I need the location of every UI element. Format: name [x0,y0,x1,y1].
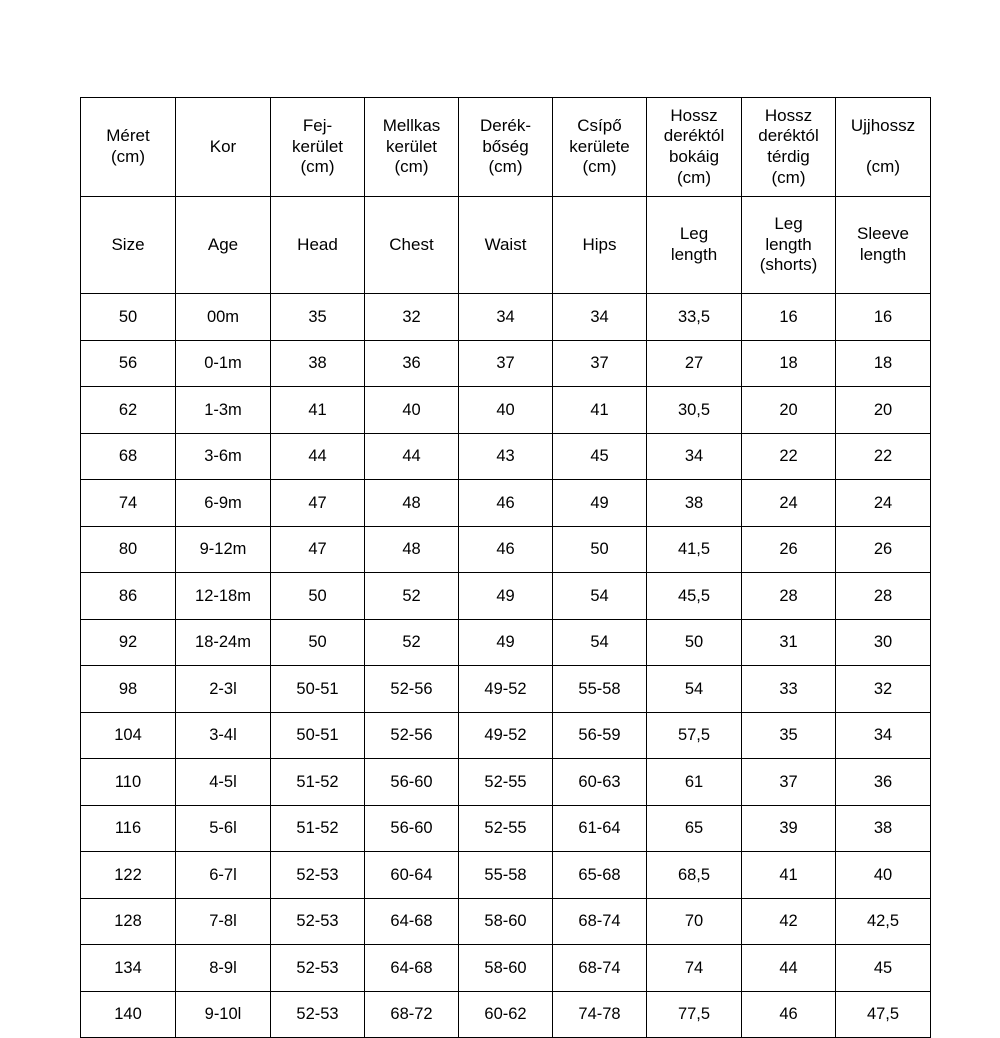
cell: 40 [365,387,459,434]
cell: 16 [742,294,836,341]
cell: 30 [836,619,931,666]
cell: 77,5 [647,991,742,1038]
column-header-en-0: Size [81,197,176,294]
cell: 74-78 [553,991,647,1038]
column-header-en-7: Leg length (shorts) [742,197,836,294]
cell: 49 [553,480,647,527]
cell: 56-60 [365,759,459,806]
cell-size: 50 [81,294,176,341]
cell-size: 92 [81,619,176,666]
cell: 65 [647,805,742,852]
cell: 50 [647,619,742,666]
cell: 61-64 [553,805,647,852]
cell: 48 [365,526,459,573]
cell: 50 [271,619,365,666]
cell: 41 [742,852,836,899]
cell: 46 [459,480,553,527]
cell: 2-3l [176,666,271,713]
cell: 52-56 [365,666,459,713]
table-row [81,991,931,1038]
table-row [81,526,931,573]
cell: 45,5 [647,573,742,620]
cell: 37 [553,340,647,387]
cell: 47 [271,526,365,573]
cell-size: 86 [81,573,176,620]
table-header [81,98,931,294]
cell: 74 [647,945,742,992]
column-header-en-3: Chest [365,197,459,294]
table-row [81,433,931,480]
cell-size: 140 [81,991,176,1038]
cell: 52-55 [459,759,553,806]
cell: 68,5 [647,852,742,899]
cell: 31 [742,619,836,666]
table-row [81,898,931,945]
column-header-en-8: Sleeve length [836,197,931,294]
cell-size: 56 [81,340,176,387]
column-header-hu-8: Ujjhossz (cm) [836,98,931,197]
table-row [81,294,931,341]
cell: 50-51 [271,666,365,713]
cell: 26 [742,526,836,573]
cell: 68-74 [553,945,647,992]
cell: 54 [647,666,742,713]
cell: 33,5 [647,294,742,341]
cell: 12-18m [176,573,271,620]
cell: 68-74 [553,898,647,945]
cell: 51-52 [271,759,365,806]
cell: 49-52 [459,666,553,713]
cell: 46 [459,526,553,573]
column-header-hu-6: Hossz deréktól bokáig (cm) [647,98,742,197]
cell: 3-6m [176,433,271,480]
cell: 3-4l [176,712,271,759]
table-body [81,294,931,1038]
cell: 60-63 [553,759,647,806]
cell: 24 [836,480,931,527]
cell: 9-10l [176,991,271,1038]
cell: 43 [459,433,553,480]
cell: 45 [836,945,931,992]
cell-size: 62 [81,387,176,434]
cell: 5-6l [176,805,271,852]
table-row [81,340,931,387]
column-header-en-4: Waist [459,197,553,294]
cell: 18 [836,340,931,387]
cell: 41,5 [647,526,742,573]
cell: 50 [553,526,647,573]
cell: 1-3m [176,387,271,434]
cell: 18-24m [176,619,271,666]
cell: 28 [742,573,836,620]
table-row [81,666,931,713]
cell: 40 [459,387,553,434]
cell: 32 [836,666,931,713]
cell: 30,5 [647,387,742,434]
cell: 64-68 [365,945,459,992]
cell-size: 98 [81,666,176,713]
cell: 52-56 [365,712,459,759]
table-row [81,387,931,434]
cell: 35 [742,712,836,759]
cell: 49 [459,573,553,620]
cell: 54 [553,619,647,666]
cell: 36 [836,759,931,806]
cell: 55-58 [459,852,553,899]
column-header-en-2: Head [271,197,365,294]
cell: 51-52 [271,805,365,852]
cell: 57,5 [647,712,742,759]
cell: 34 [836,712,931,759]
cell: 68-72 [365,991,459,1038]
table-row [81,573,931,620]
cell: 47 [271,480,365,527]
column-header-hu-2: Fej- kerület (cm) [271,98,365,197]
cell-size: 68 [81,433,176,480]
cell: 42 [742,898,836,945]
cell-size: 116 [81,805,176,852]
header-row-english [81,197,931,294]
cell: 61 [647,759,742,806]
cell: 34 [459,294,553,341]
cell: 58-60 [459,898,553,945]
cell: 22 [742,433,836,480]
cell: 0-1m [176,340,271,387]
cell: 6-9m [176,480,271,527]
cell: 64-68 [365,898,459,945]
cell: 36 [365,340,459,387]
cell: 52-53 [271,852,365,899]
cell: 35 [271,294,365,341]
cell: 49 [459,619,553,666]
cell: 16 [836,294,931,341]
cell: 27 [647,340,742,387]
table-row [81,759,931,806]
cell: 55-58 [553,666,647,713]
cell: 8-9l [176,945,271,992]
cell: 7-8l [176,898,271,945]
cell: 24 [742,480,836,527]
cell: 52-53 [271,945,365,992]
cell: 52 [365,573,459,620]
cell-size: 80 [81,526,176,573]
column-header-en-5: Hips [553,197,647,294]
cell: 44 [742,945,836,992]
cell: 58-60 [459,945,553,992]
size-chart-table [80,97,931,1038]
cell: 00m [176,294,271,341]
cell: 50-51 [271,712,365,759]
table-row [81,619,931,666]
cell: 22 [836,433,931,480]
column-header-en-1: Age [176,197,271,294]
cell: 60-62 [459,991,553,1038]
column-header-hu-0: Méret (cm) [81,98,176,197]
cell: 28 [836,573,931,620]
cell: 26 [836,526,931,573]
cell: 52-55 [459,805,553,852]
column-header-hu-1: Kor [176,98,271,197]
cell: 18 [742,340,836,387]
cell: 34 [647,433,742,480]
cell: 48 [365,480,459,527]
table-row [81,945,931,992]
cell: 44 [271,433,365,480]
cell: 38 [647,480,742,527]
cell: 54 [553,573,647,620]
column-header-hu-5: Csípő kerülete (cm) [553,98,647,197]
cell-size: 128 [81,898,176,945]
cell: 38 [271,340,365,387]
cell: 20 [836,387,931,434]
cell: 39 [742,805,836,852]
cell: 20 [742,387,836,434]
column-header-en-6: Leg length [647,197,742,294]
header-row-hungarian [81,98,931,197]
cell: 70 [647,898,742,945]
cell: 33 [742,666,836,713]
cell: 38 [836,805,931,852]
table-row [81,852,931,899]
cell: 50 [271,573,365,620]
cell: 40 [836,852,931,899]
column-header-hu-4: Derék- bőség (cm) [459,98,553,197]
cell: 4-5l [176,759,271,806]
cell: 32 [365,294,459,341]
cell: 56-59 [553,712,647,759]
cell: 65-68 [553,852,647,899]
cell-size: 134 [81,945,176,992]
cell-size: 104 [81,712,176,759]
column-header-hu-7: Hossz deréktól térdig (cm) [742,98,836,197]
cell: 37 [459,340,553,387]
cell: 60-64 [365,852,459,899]
cell: 44 [365,433,459,480]
cell: 49-52 [459,712,553,759]
cell: 52 [365,619,459,666]
cell: 41 [271,387,365,434]
cell: 34 [553,294,647,341]
cell: 45 [553,433,647,480]
cell: 46 [742,991,836,1038]
cell: 56-60 [365,805,459,852]
cell-size: 74 [81,480,176,527]
cell: 6-7l [176,852,271,899]
cell-size: 110 [81,759,176,806]
cell: 52-53 [271,991,365,1038]
cell: 37 [742,759,836,806]
cell-size: 122 [81,852,176,899]
cell: 9-12m [176,526,271,573]
table-row [81,712,931,759]
column-header-hu-3: Mellkas kerület (cm) [365,98,459,197]
cell: 42,5 [836,898,931,945]
table-row [81,805,931,852]
cell: 47,5 [836,991,931,1038]
cell: 41 [553,387,647,434]
cell: 52-53 [271,898,365,945]
table-row [81,480,931,527]
